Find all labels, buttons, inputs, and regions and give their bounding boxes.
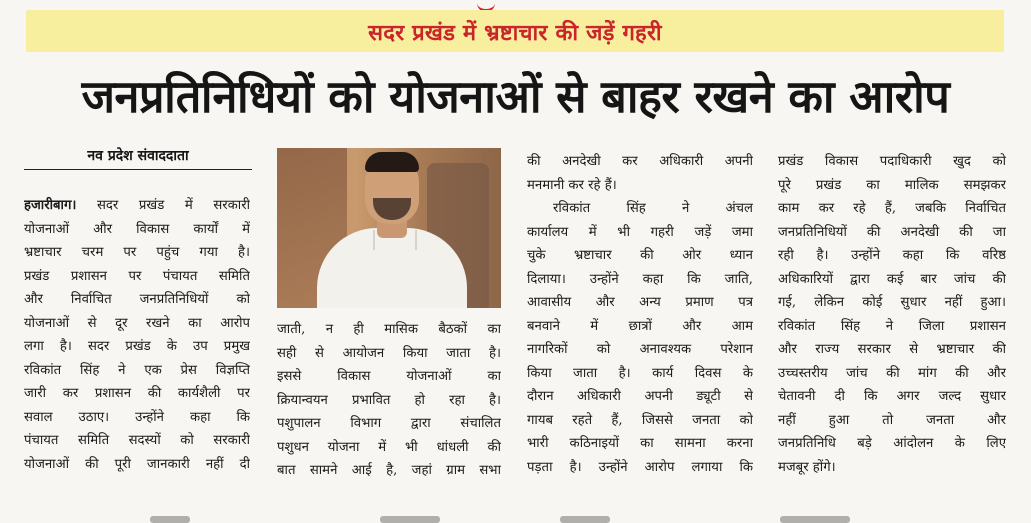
column-line: किया जाता है। कार्य दिवस के bbox=[527, 365, 753, 381]
dateline: हजारीबाग। bbox=[24, 198, 77, 213]
column-line: भ्रष्टाचार चरम पर पहुंच गया है। bbox=[24, 245, 250, 260]
column-line: योजनाओं की पूरी जानकारी नहीं दी bbox=[24, 456, 250, 472]
article-column-2 bbox=[277, 318, 501, 483]
column-line: पशुधन योजना में भी धांधली की bbox=[277, 439, 501, 455]
article-column-3 bbox=[527, 150, 753, 479]
article-column-4 bbox=[778, 150, 1006, 479]
column-line: क्रियान्वयन प्रभावित हो रहा है। bbox=[277, 392, 501, 408]
column-line: जनप्रतिनिधि बड़े आंदोलन के लिए bbox=[778, 436, 1006, 451]
column-line: और राज्य सरकार से भ्रष्टाचार की bbox=[778, 342, 1006, 357]
kicker-text: सदर प्रखंड में भ्रष्टाचार की जड़ें गहरी bbox=[368, 21, 662, 46]
column-line: जनप्रतिनिधियों की अनदेखी की जा bbox=[778, 224, 1006, 240]
column-line: काम कर रहे हैं, जबकि निर्वाचित bbox=[778, 201, 1006, 216]
column-line: जाती, न ही मासिक बैठकों का bbox=[277, 322, 501, 337]
column-line: चेतावनी दी कि अगर जल्द सुधार bbox=[778, 389, 1006, 404]
column-line: मनमानी कर रहे हैं। bbox=[527, 177, 617, 193]
column-line: दिलाया। उन्होंने कहा कि जाति, bbox=[527, 271, 753, 287]
column-line: पूरे प्रखंड का मालिक समझकर bbox=[778, 177, 1006, 193]
next-article-ghost bbox=[560, 516, 610, 523]
column-line: रही है। उन्होंने कहा कि वरिष्ठ bbox=[778, 248, 1006, 263]
article-column-1 bbox=[24, 194, 250, 476]
column-line: रविकांत सिंह ने एक प्रेस विज्ञप्ति bbox=[24, 362, 250, 378]
column-line: कार्यालय में भी गहरी जड़ें जमा bbox=[527, 224, 753, 240]
next-article-ghost bbox=[150, 516, 190, 523]
portrait-photo bbox=[277, 148, 501, 308]
kicker-band bbox=[26, 10, 1004, 52]
column-line: प्रखंड प्रशासन पर पंचायत समिति bbox=[24, 268, 250, 284]
next-article-ghost bbox=[780, 516, 850, 523]
column-line: नागरिकों को अनावश्यक परेशान bbox=[527, 342, 753, 357]
column-line: पंचायत समिति सदस्यों को सरकारी bbox=[24, 433, 250, 448]
next-article-ghost bbox=[380, 516, 440, 523]
byline: नव प्रदेश संवाददाता bbox=[24, 146, 252, 170]
column-line: उच्चस्तरीय जांच की मांग की और bbox=[778, 365, 1006, 381]
column-line: लगा है। सदर प्रखंड के उप प्रमुख bbox=[24, 339, 250, 354]
column-line: नहीं हुआ तो जनता और bbox=[778, 412, 1006, 428]
photo-hair bbox=[365, 152, 419, 172]
column-line: रविकांत सिंह ने अंचल bbox=[553, 201, 753, 216]
column-line: अधिकारियों द्वारा कई बार जांच की bbox=[778, 271, 1006, 287]
column-line: रविकांत सिंह ने जिला प्रशासन bbox=[778, 318, 1006, 334]
column-line: सवाल उठाए। उन्होंने कहा कि bbox=[24, 409, 250, 425]
column-line: पशुपालन विभाग द्वारा संचालित bbox=[277, 416, 501, 431]
headline: जनप्रतिनिधियों को योजनाओं से बाहर रखने का आरोप bbox=[81, 70, 950, 123]
column-line: योजनाओं और विकास कार्यों में bbox=[24, 221, 250, 237]
column-line: इससे विकास योजनाओं का bbox=[277, 369, 501, 384]
column-line bbox=[24, 194, 250, 218]
column-line: गई, लेकिन कोई सुधार नहीं हुआ। bbox=[778, 295, 1006, 310]
column-line-text: सदर प्रखंड में सरकारी bbox=[97, 198, 250, 213]
column-line: बनवाने में छात्रों और आम bbox=[527, 318, 753, 334]
photo-collar bbox=[373, 230, 417, 250]
column-line: आवासीय और अन्य प्रमाण पत्र bbox=[527, 295, 753, 310]
column-line: गायब रहते हैं, जिससे जनता को bbox=[527, 412, 753, 428]
column-line: सही से आयोजन किया जाता है। bbox=[277, 345, 501, 361]
column-line: योजनाओं से दूर रखने का आरोप bbox=[24, 315, 250, 331]
column-line: मजबूर होंगे। bbox=[778, 459, 836, 475]
column-line: पड़ता है। उन्होंने आरोप लगाया कि bbox=[527, 459, 753, 475]
column-line: जारी कर प्रशासन की कार्यशैली पर bbox=[24, 386, 250, 401]
column-line: चुके भ्रष्टाचार की ओर ध्यान bbox=[527, 248, 753, 263]
column-line: भारी कठिनाइयों का सामना करना bbox=[527, 436, 753, 451]
column-line: और निर्वाचित जनप्रतिनिधियों को bbox=[24, 292, 250, 307]
column-line: प्रखंड विकास पदाधिकारी खुद को bbox=[778, 154, 1006, 169]
column-line: बात सामने आई है, जहां ग्राम सभा bbox=[277, 463, 501, 478]
column-line: दौरान अधिकारी अपनी ड्यूटी से bbox=[527, 389, 753, 404]
column-line: की अनदेखी कर अधिकारी अपनी bbox=[527, 154, 753, 169]
